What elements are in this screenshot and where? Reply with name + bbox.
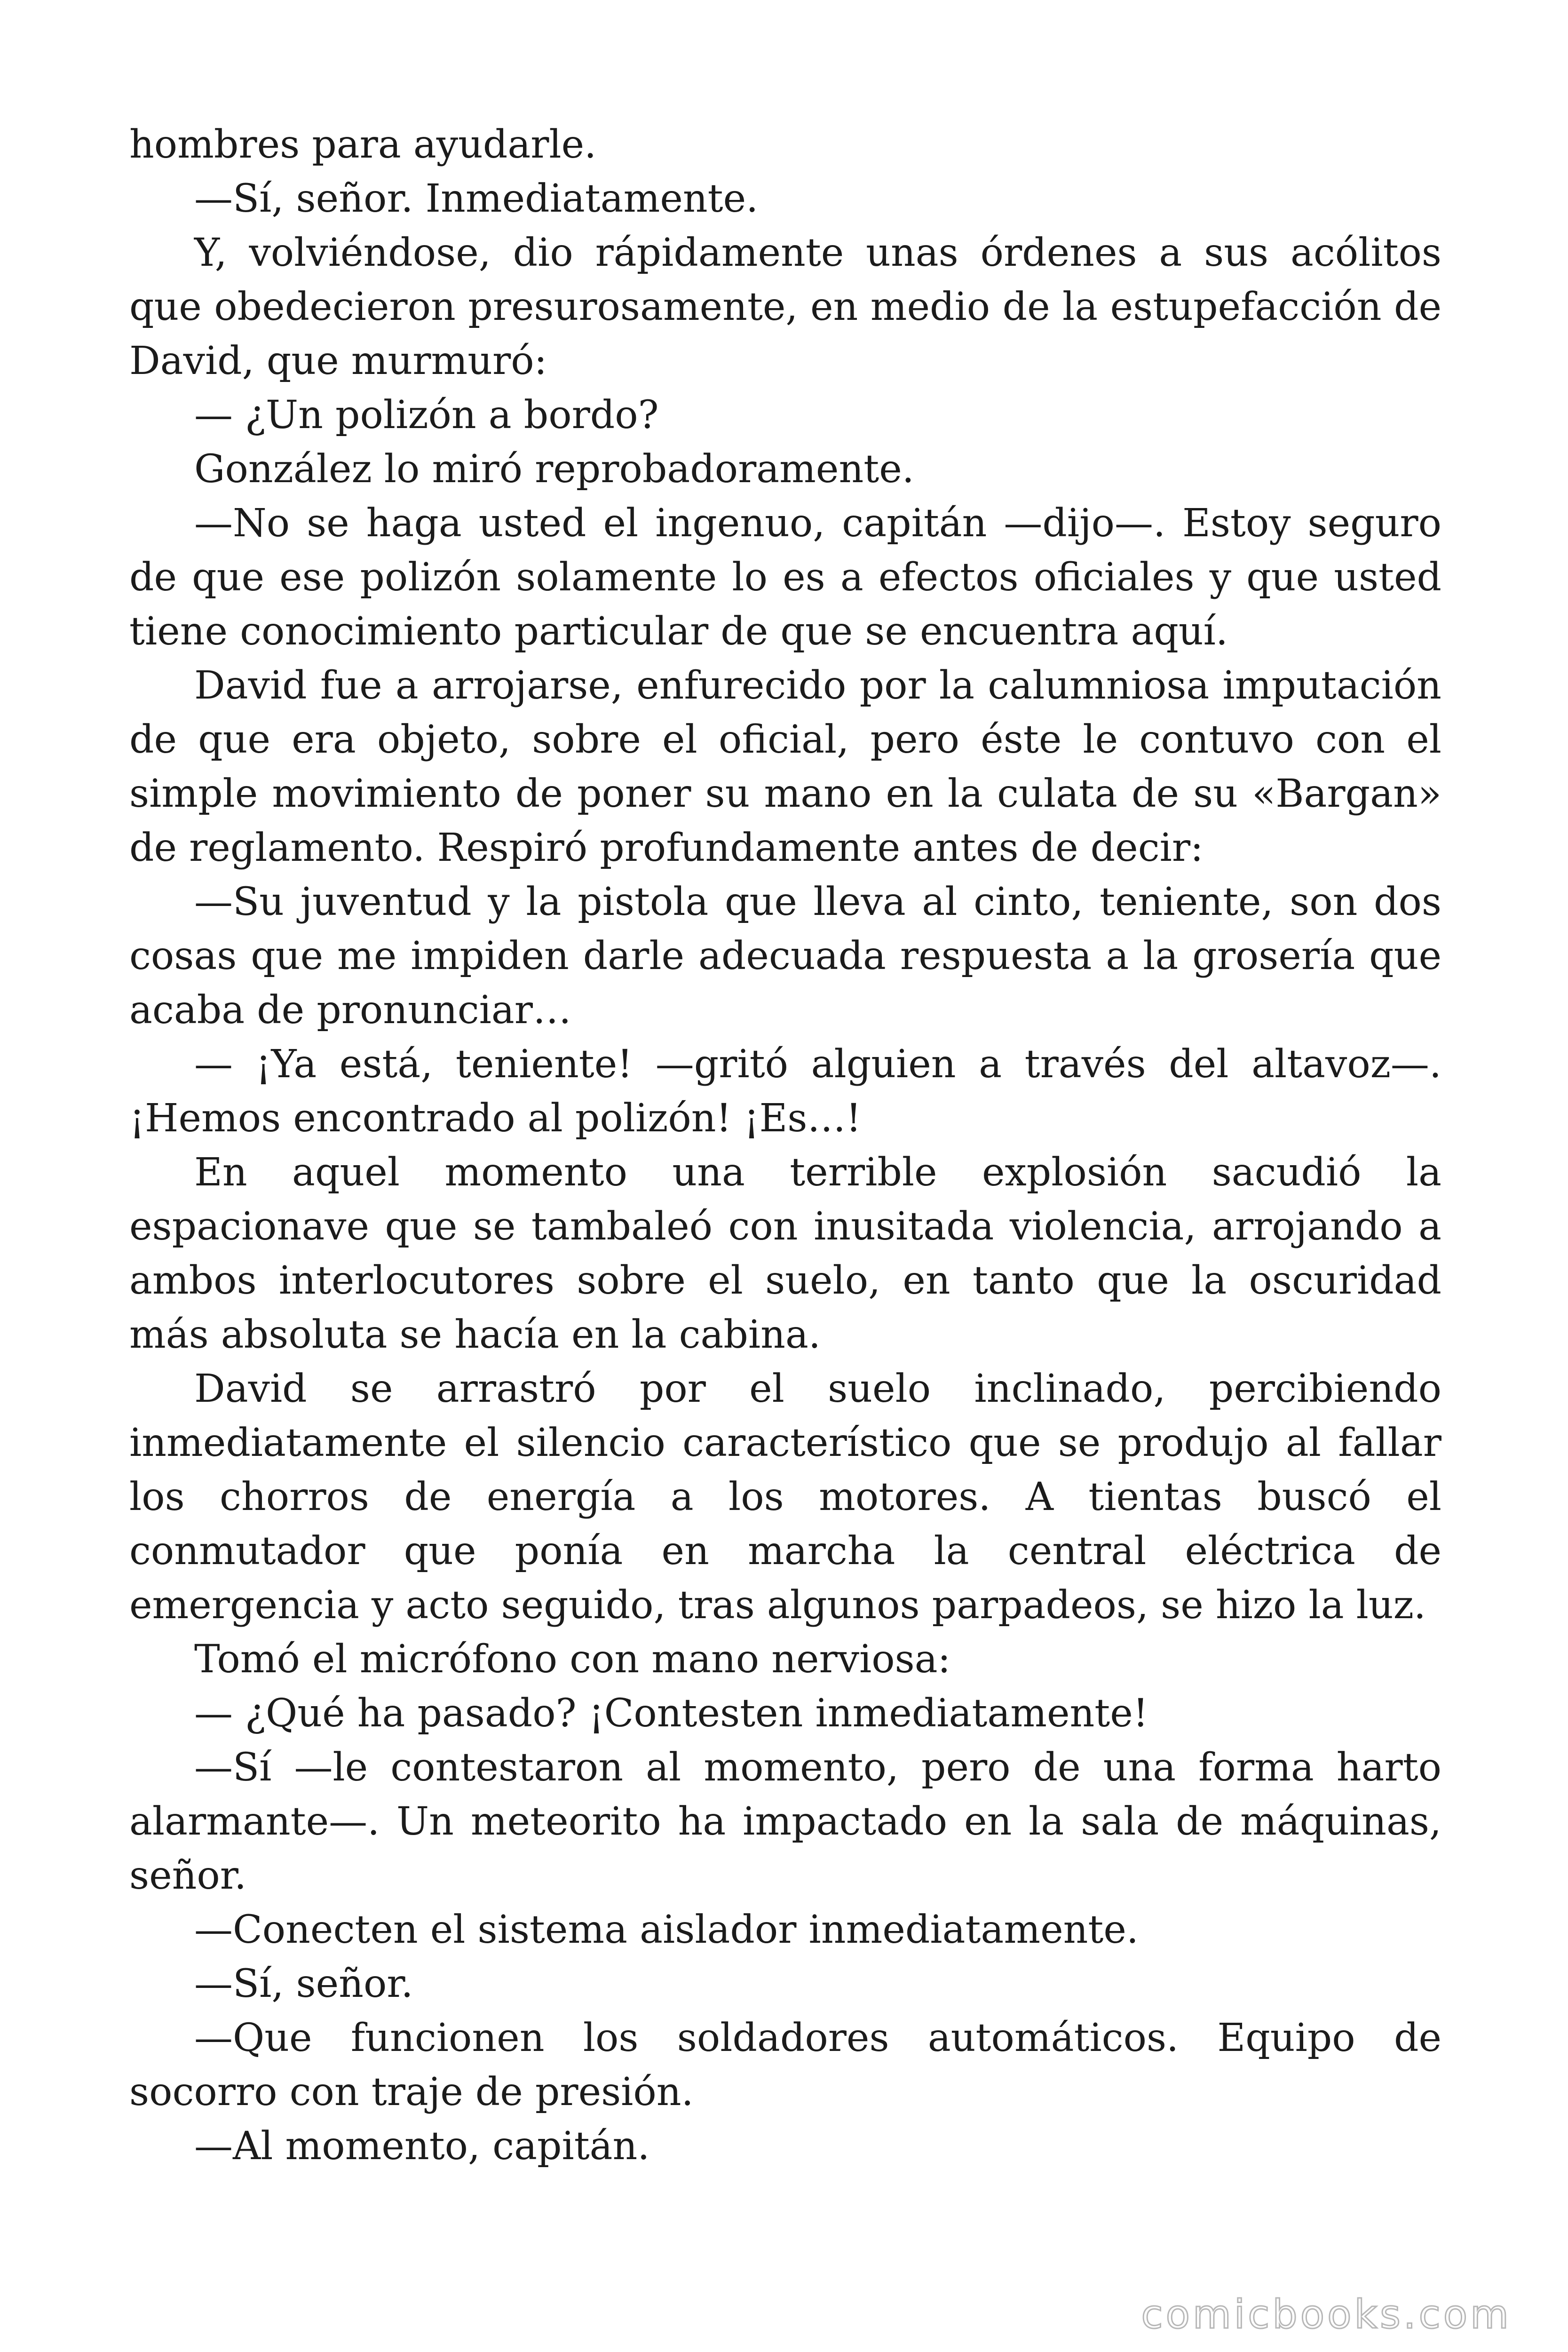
paragraph: —Sí, señor.	[194, 1962, 413, 2006]
paragraph: — ¿Un polizón a bordo?	[194, 393, 659, 437]
paragraph: —Sí, señor. Inmediatamente.	[194, 176, 759, 221]
paragraph: — ¡Ya está, teniente! —gritó alguien a través del altavoz—. ¡Hemos encontrado al polizón! ¡Es…!	[129, 1042, 1441, 1141]
paragraph: David se arrastró por el suelo inclinado, percibiendo inmediatamente el silencio característico que se produjo al fallar los chorros de energía a los motores. A tientas buscó el conmutador que ponía en marcha la central eléctrica de emergencia y acto seguido, tras algunos parpadeos, se hizo la luz.	[129, 1367, 1441, 1628]
paragraph: —Al momento, capitán.	[194, 2124, 650, 2169]
paragraph: González lo miró reprobadoramente.	[194, 447, 914, 492]
paragraph: —Conecten el sistema aislador inmediatamente.	[194, 1907, 1139, 1952]
paragraph: —Sí —le contestaron al momento, pero de una forma harto alarmante—. Un meteorito ha impactado en la sala de máquinas, señor.	[129, 1745, 1441, 1898]
paragraph: David fue a arrojarse, enfurecido por la calumniosa imputación de que era objeto, sobre el oficial, pero éste le contuvo con el simple movimiento de poner su mano en la culata de su «Bargan» de reglamento. Respiró profundamente antes de decir:	[129, 663, 1441, 870]
paragraph: Tomó el micrófono con mano nerviosa:	[194, 1637, 951, 1682]
book-page-text	[129, 118, 1441, 2211]
paragraph: — ¿Qué ha pasado? ¡Contesten inmediatamente!	[194, 1691, 1148, 1736]
paragraph: —Que funcionen los soldadores automáticos. Equipo de socorro con traje de presión.	[129, 2016, 1441, 2114]
paragraph: hombres para ayudarle.	[129, 122, 597, 167]
paragraph: Y, volviéndose, dio rápidamente unas órdenes a sus acólitos que obedecieron presurosamente, en medio de la estupefacción de David, que murmuró:	[129, 230, 1441, 383]
paragraph: —Su juventud y la pistola que lleva al cinto, teniente, son dos cosas que me impiden darle adecuada respuesta a la grosería que acaba de pronunciar…	[129, 880, 1441, 1033]
paragraph: En aquel momento una terrible explosión sacudió la espacionave que se tambaleó con inusitada violencia, arrojando a ambos interlocutores sobre el suelo, en tanto que la oscuridad más absoluta se hacía en la cabina.	[129, 1150, 1441, 1357]
paragraph: —No se haga usted el ingenuo, capitán —dijo—. Estoy seguro de que ese polizón solamente lo es a efectos oficiales y que usted tiene conocimiento particular de que se encuentra aquí.	[129, 501, 1441, 654]
watermark: comicbooks.com	[1141, 2291, 1512, 2337]
